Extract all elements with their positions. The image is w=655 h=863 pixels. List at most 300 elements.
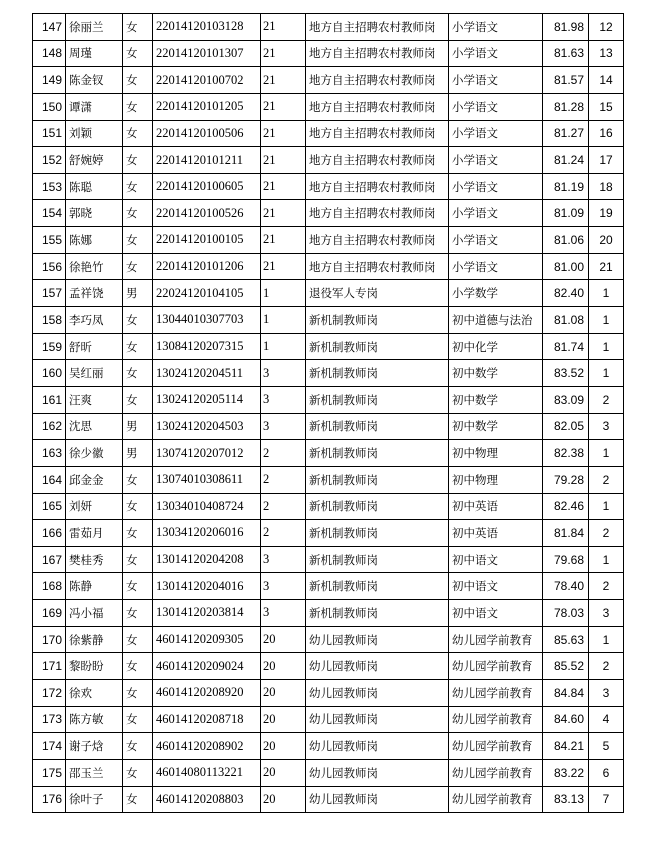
post-code-cell: 21 <box>261 147 306 174</box>
rank-cell: 2 <box>589 386 624 413</box>
total-score-cell: 83.13 <box>543 786 589 813</box>
candidate-name-cell: 孟祥饶 <box>66 280 123 307</box>
total-score-cell: 81.08 <box>543 307 589 334</box>
subject-cell: 小学语文 <box>449 40 543 67</box>
post-name-cell: 幼儿园教师岗 <box>306 653 449 680</box>
subject-cell: 幼儿园学前教育 <box>449 626 543 653</box>
table-row <box>33 360 624 387</box>
post-code-cell: 20 <box>261 680 306 707</box>
row-number-cell: 152 <box>33 147 66 174</box>
post-code-cell: 20 <box>261 733 306 760</box>
exam-ticket-number-cell: 22014120101211 <box>153 147 261 174</box>
candidate-name-cell: 谢子焓 <box>66 733 123 760</box>
subject-cell: 小学语文 <box>449 147 543 174</box>
rank-cell: 1 <box>589 493 624 520</box>
exam-ticket-number-cell: 13014120204208 <box>153 546 261 573</box>
rank-cell: 20 <box>589 227 624 254</box>
rank-cell: 19 <box>589 200 624 227</box>
candidate-sex-cell: 男 <box>123 413 153 440</box>
post-name-cell: 地方自主招聘农村教师岗 <box>306 253 449 280</box>
table-row <box>33 120 624 147</box>
post-code-cell: 20 <box>261 759 306 786</box>
post-code-cell: 20 <box>261 653 306 680</box>
exam-ticket-number-cell: 13024120205114 <box>153 386 261 413</box>
candidate-sex-cell: 男 <box>123 440 153 467</box>
candidate-sex-cell: 女 <box>123 626 153 653</box>
post-code-cell: 2 <box>261 440 306 467</box>
table-row <box>33 626 624 653</box>
total-score-cell: 81.63 <box>543 40 589 67</box>
subject-cell: 初中英语 <box>449 520 543 547</box>
rank-cell: 1 <box>589 546 624 573</box>
table-row <box>33 413 624 440</box>
row-number-cell: 166 <box>33 520 66 547</box>
post-code-cell: 21 <box>261 40 306 67</box>
exam-ticket-number-cell: 22014120100702 <box>153 67 261 94</box>
table-row <box>33 600 624 627</box>
candidate-sex-cell: 女 <box>123 786 153 813</box>
exam-ticket-number-cell: 22014120100506 <box>153 120 261 147</box>
row-number-cell: 173 <box>33 706 66 733</box>
candidate-name-cell: 陈娜 <box>66 227 123 254</box>
post-code-cell: 21 <box>261 120 306 147</box>
candidate-name-cell: 徐少徽 <box>66 440 123 467</box>
candidate-sex-cell: 女 <box>123 733 153 760</box>
post-code-cell: 20 <box>261 786 306 813</box>
candidate-name-cell: 黎盼盼 <box>66 653 123 680</box>
rank-cell: 14 <box>589 67 624 94</box>
rank-cell: 1 <box>589 280 624 307</box>
table-row <box>33 147 624 174</box>
post-code-cell: 21 <box>261 14 306 41</box>
total-score-cell: 81.74 <box>543 333 589 360</box>
subject-cell: 小学语文 <box>449 67 543 94</box>
total-score-cell: 84.84 <box>543 680 589 707</box>
candidate-sex-cell: 女 <box>123 680 153 707</box>
table-row <box>33 573 624 600</box>
candidate-name-cell: 刘妍 <box>66 493 123 520</box>
table-row <box>33 227 624 254</box>
subject-cell: 幼儿园学前教育 <box>449 706 543 733</box>
exam-ticket-number-cell: 13034010408724 <box>153 493 261 520</box>
exam-ticket-number-cell: 46014120208718 <box>153 706 261 733</box>
subject-cell: 初中语文 <box>449 600 543 627</box>
exam-ticket-number-cell: 46014120208920 <box>153 680 261 707</box>
row-number-cell: 165 <box>33 493 66 520</box>
candidate-name-cell: 徐叶子 <box>66 786 123 813</box>
candidate-name-cell: 徐紫静 <box>66 626 123 653</box>
candidate-name-cell: 汪爽 <box>66 386 123 413</box>
candidate-name-cell: 邱金金 <box>66 466 123 493</box>
subject-cell: 小学语文 <box>449 120 543 147</box>
post-name-cell: 新机制教师岗 <box>306 360 449 387</box>
post-name-cell: 幼儿园教师岗 <box>306 786 449 813</box>
total-score-cell: 85.63 <box>543 626 589 653</box>
candidate-name-cell: 樊桂秀 <box>66 546 123 573</box>
rank-cell: 3 <box>589 413 624 440</box>
table-row <box>33 40 624 67</box>
subject-cell: 小学语文 <box>449 227 543 254</box>
candidate-name-cell: 周瑾 <box>66 40 123 67</box>
table-row <box>33 653 624 680</box>
post-code-cell: 1 <box>261 280 306 307</box>
candidate-sex-cell: 女 <box>123 706 153 733</box>
rank-cell: 18 <box>589 173 624 200</box>
rank-cell: 3 <box>589 680 624 707</box>
post-code-cell: 3 <box>261 386 306 413</box>
subject-cell: 初中物理 <box>449 440 543 467</box>
candidate-name-cell: 陈聪 <box>66 173 123 200</box>
table-row <box>33 493 624 520</box>
candidate-name-cell: 雷茹月 <box>66 520 123 547</box>
total-score-cell: 78.03 <box>543 600 589 627</box>
subject-cell: 幼儿园学前教育 <box>449 653 543 680</box>
subject-cell: 初中语文 <box>449 546 543 573</box>
candidate-sex-cell: 女 <box>123 493 153 520</box>
table-row <box>33 759 624 786</box>
subject-cell: 初中道德与法治 <box>449 307 543 334</box>
candidate-sex-cell: 男 <box>123 280 153 307</box>
total-score-cell: 79.68 <box>543 546 589 573</box>
exam-ticket-number-cell: 46014120209024 <box>153 653 261 680</box>
post-name-cell: 地方自主招聘农村教师岗 <box>306 147 449 174</box>
subject-cell: 幼儿园学前教育 <box>449 786 543 813</box>
subject-cell: 初中语文 <box>449 573 543 600</box>
total-score-cell: 81.00 <box>543 253 589 280</box>
rank-cell: 13 <box>589 40 624 67</box>
exam-ticket-number-cell: 46014120209305 <box>153 626 261 653</box>
post-code-cell: 3 <box>261 546 306 573</box>
candidate-sex-cell: 女 <box>123 147 153 174</box>
rank-cell: 16 <box>589 120 624 147</box>
rank-cell: 3 <box>589 600 624 627</box>
candidate-sex-cell: 女 <box>123 573 153 600</box>
row-number-cell: 167 <box>33 546 66 573</box>
table-row <box>33 706 624 733</box>
table-row <box>33 466 624 493</box>
candidate-sex-cell: 女 <box>123 653 153 680</box>
candidate-name-cell: 冯小福 <box>66 600 123 627</box>
row-number-cell: 159 <box>33 333 66 360</box>
post-name-cell: 新机制教师岗 <box>306 333 449 360</box>
table-row <box>33 333 624 360</box>
total-score-cell: 83.09 <box>543 386 589 413</box>
subject-cell: 小学数学 <box>449 280 543 307</box>
total-score-cell: 81.24 <box>543 147 589 174</box>
post-name-cell: 新机制教师岗 <box>306 466 449 493</box>
exam-ticket-number-cell: 22014120100605 <box>153 173 261 200</box>
candidate-name-cell: 陈方敏 <box>66 706 123 733</box>
rank-cell: 2 <box>589 653 624 680</box>
rank-cell: 2 <box>589 466 624 493</box>
post-code-cell: 3 <box>261 413 306 440</box>
table-row <box>33 733 624 760</box>
rank-cell: 6 <box>589 759 624 786</box>
candidate-sex-cell: 女 <box>123 93 153 120</box>
candidate-sex-cell: 女 <box>123 14 153 41</box>
rank-cell: 1 <box>589 307 624 334</box>
post-name-cell: 幼儿园教师岗 <box>306 680 449 707</box>
candidate-sex-cell: 女 <box>123 333 153 360</box>
post-code-cell: 1 <box>261 333 306 360</box>
row-number-cell: 160 <box>33 360 66 387</box>
post-name-cell: 地方自主招聘农村教师岗 <box>306 67 449 94</box>
exam-ticket-number-cell: 22014120101205 <box>153 93 261 120</box>
row-number-cell: 151 <box>33 120 66 147</box>
exam-ticket-number-cell: 46014120208902 <box>153 733 261 760</box>
row-number-cell: 149 <box>33 67 66 94</box>
post-code-cell: 3 <box>261 600 306 627</box>
row-number-cell: 156 <box>33 253 66 280</box>
total-score-cell: 81.19 <box>543 173 589 200</box>
candidate-sex-cell: 女 <box>123 173 153 200</box>
post-name-cell: 地方自主招聘农村教师岗 <box>306 14 449 41</box>
table-row <box>33 680 624 707</box>
post-code-cell: 20 <box>261 706 306 733</box>
post-code-cell: 21 <box>261 200 306 227</box>
rank-cell: 1 <box>589 360 624 387</box>
row-number-cell: 170 <box>33 626 66 653</box>
table-row <box>33 280 624 307</box>
subject-cell: 初中英语 <box>449 493 543 520</box>
row-number-cell: 169 <box>33 600 66 627</box>
candidate-name-cell: 郭晓 <box>66 200 123 227</box>
row-number-cell: 161 <box>33 386 66 413</box>
table-row <box>33 67 624 94</box>
post-code-cell: 21 <box>261 93 306 120</box>
total-score-cell: 81.57 <box>543 67 589 94</box>
subject-cell: 幼儿园学前教育 <box>449 759 543 786</box>
table-row <box>33 93 624 120</box>
row-number-cell: 168 <box>33 573 66 600</box>
rank-cell: 4 <box>589 706 624 733</box>
candidate-sex-cell: 女 <box>123 67 153 94</box>
candidate-sex-cell: 女 <box>123 40 153 67</box>
total-score-cell: 81.84 <box>543 520 589 547</box>
table-row <box>33 200 624 227</box>
exam-ticket-number-cell: 13074010308611 <box>153 466 261 493</box>
row-number-cell: 155 <box>33 227 66 254</box>
row-number-cell: 157 <box>33 280 66 307</box>
subject-cell: 初中数学 <box>449 413 543 440</box>
post-name-cell: 新机制教师岗 <box>306 600 449 627</box>
candidate-sex-cell: 女 <box>123 253 153 280</box>
post-code-cell: 2 <box>261 466 306 493</box>
table-row <box>33 307 624 334</box>
post-code-cell: 21 <box>261 67 306 94</box>
total-score-cell: 82.38 <box>543 440 589 467</box>
post-name-cell: 新机制教师岗 <box>306 413 449 440</box>
subject-cell: 小学语文 <box>449 200 543 227</box>
results-table-body <box>33 14 624 813</box>
total-score-cell: 79.28 <box>543 466 589 493</box>
total-score-cell: 82.46 <box>543 493 589 520</box>
total-score-cell: 82.05 <box>543 413 589 440</box>
subject-cell: 初中物理 <box>449 466 543 493</box>
candidate-name-cell: 舒昕 <box>66 333 123 360</box>
candidate-name-cell: 邵玉兰 <box>66 759 123 786</box>
rank-cell: 21 <box>589 253 624 280</box>
table-row <box>33 386 624 413</box>
exam-ticket-number-cell: 22014120101206 <box>153 253 261 280</box>
exam-ticket-number-cell: 13014120203814 <box>153 600 261 627</box>
post-name-cell: 地方自主招聘农村教师岗 <box>306 173 449 200</box>
candidate-sex-cell: 女 <box>123 120 153 147</box>
subject-cell: 小学语文 <box>449 93 543 120</box>
post-name-cell: 新机制教师岗 <box>306 573 449 600</box>
rank-cell: 1 <box>589 440 624 467</box>
candidate-name-cell: 舒婉婷 <box>66 147 123 174</box>
post-code-cell: 21 <box>261 173 306 200</box>
candidate-name-cell: 陈金钗 <box>66 67 123 94</box>
results-table <box>32 13 624 813</box>
post-code-cell: 3 <box>261 360 306 387</box>
table-row <box>33 14 624 41</box>
candidate-sex-cell: 女 <box>123 466 153 493</box>
candidate-name-cell: 徐欢 <box>66 680 123 707</box>
exam-ticket-number-cell: 13014120204016 <box>153 573 261 600</box>
row-number-cell: 163 <box>33 440 66 467</box>
table-row <box>33 253 624 280</box>
candidate-name-cell: 谭潇 <box>66 93 123 120</box>
row-number-cell: 158 <box>33 307 66 334</box>
exam-ticket-number-cell: 13024120204503 <box>153 413 261 440</box>
candidate-sex-cell: 女 <box>123 546 153 573</box>
candidate-sex-cell: 女 <box>123 200 153 227</box>
exam-ticket-number-cell: 13074120207012 <box>153 440 261 467</box>
total-score-cell: 85.52 <box>543 653 589 680</box>
exam-ticket-number-cell: 22014120100526 <box>153 200 261 227</box>
post-name-cell: 退役军人专岗 <box>306 280 449 307</box>
rank-cell: 2 <box>589 520 624 547</box>
subject-cell: 小学语文 <box>449 173 543 200</box>
candidate-name-cell: 李巧凤 <box>66 307 123 334</box>
candidate-name-cell: 徐丽兰 <box>66 14 123 41</box>
rank-cell: 1 <box>589 626 624 653</box>
total-score-cell: 81.06 <box>543 227 589 254</box>
row-number-cell: 148 <box>33 40 66 67</box>
row-number-cell: 176 <box>33 786 66 813</box>
candidate-sex-cell: 女 <box>123 759 153 786</box>
post-name-cell: 地方自主招聘农村教师岗 <box>306 200 449 227</box>
candidate-name-cell: 陈静 <box>66 573 123 600</box>
row-number-cell: 164 <box>33 466 66 493</box>
subject-cell: 初中化学 <box>449 333 543 360</box>
exam-ticket-number-cell: 46014080113221 <box>153 759 261 786</box>
table-row <box>33 520 624 547</box>
candidate-sex-cell: 女 <box>123 360 153 387</box>
candidate-name-cell: 吴红丽 <box>66 360 123 387</box>
post-code-cell: 3 <box>261 573 306 600</box>
post-name-cell: 新机制教师岗 <box>306 520 449 547</box>
row-number-cell: 172 <box>33 680 66 707</box>
subject-cell: 初中数学 <box>449 360 543 387</box>
post-name-cell: 幼儿园教师岗 <box>306 733 449 760</box>
exam-ticket-number-cell: 13024120204511 <box>153 360 261 387</box>
row-number-cell: 150 <box>33 93 66 120</box>
post-code-cell: 2 <box>261 493 306 520</box>
row-number-cell: 162 <box>33 413 66 440</box>
total-score-cell: 81.98 <box>543 14 589 41</box>
total-score-cell: 84.21 <box>543 733 589 760</box>
post-name-cell: 幼儿园教师岗 <box>306 706 449 733</box>
table-row <box>33 173 624 200</box>
row-number-cell: 147 <box>33 14 66 41</box>
post-name-cell: 幼儿园教师岗 <box>306 626 449 653</box>
row-number-cell: 153 <box>33 173 66 200</box>
table-row <box>33 546 624 573</box>
subject-cell: 初中数学 <box>449 386 543 413</box>
row-number-cell: 175 <box>33 759 66 786</box>
total-score-cell: 83.22 <box>543 759 589 786</box>
total-score-cell: 82.40 <box>543 280 589 307</box>
post-name-cell: 地方自主招聘农村教师岗 <box>306 120 449 147</box>
row-number-cell: 171 <box>33 653 66 680</box>
post-code-cell: 21 <box>261 227 306 254</box>
row-number-cell: 154 <box>33 200 66 227</box>
total-score-cell: 83.52 <box>543 360 589 387</box>
subject-cell: 幼儿园学前教育 <box>449 733 543 760</box>
total-score-cell: 81.09 <box>543 200 589 227</box>
post-code-cell: 21 <box>261 253 306 280</box>
candidate-sex-cell: 女 <box>123 307 153 334</box>
candidate-name-cell: 沈思 <box>66 413 123 440</box>
post-code-cell: 1 <box>261 307 306 334</box>
row-number-cell: 174 <box>33 733 66 760</box>
rank-cell: 2 <box>589 573 624 600</box>
exam-ticket-number-cell: 22014120103128 <box>153 14 261 41</box>
post-name-cell: 新机制教师岗 <box>306 307 449 334</box>
candidate-sex-cell: 女 <box>123 600 153 627</box>
rank-cell: 1 <box>589 333 624 360</box>
post-name-cell: 新机制教师岗 <box>306 546 449 573</box>
exam-ticket-number-cell: 22014120100105 <box>153 227 261 254</box>
candidate-sex-cell: 女 <box>123 227 153 254</box>
post-code-cell: 2 <box>261 520 306 547</box>
post-name-cell: 地方自主招聘农村教师岗 <box>306 93 449 120</box>
rank-cell: 7 <box>589 786 624 813</box>
post-name-cell: 新机制教师岗 <box>306 386 449 413</box>
table-row <box>33 786 624 813</box>
total-score-cell: 81.27 <box>543 120 589 147</box>
rank-cell: 17 <box>589 147 624 174</box>
post-name-cell: 新机制教师岗 <box>306 493 449 520</box>
exam-ticket-number-cell: 13034120206016 <box>153 520 261 547</box>
exam-ticket-number-cell: 13044010307703 <box>153 307 261 334</box>
total-score-cell: 78.40 <box>543 573 589 600</box>
post-name-cell: 地方自主招聘农村教师岗 <box>306 227 449 254</box>
subject-cell: 小学语文 <box>449 253 543 280</box>
post-name-cell: 新机制教师岗 <box>306 440 449 467</box>
rank-cell: 15 <box>589 93 624 120</box>
rank-cell: 12 <box>589 14 624 41</box>
total-score-cell: 81.28 <box>543 93 589 120</box>
results-sheet <box>32 13 624 813</box>
candidate-sex-cell: 女 <box>123 386 153 413</box>
exam-ticket-number-cell: 22024120104105 <box>153 280 261 307</box>
exam-ticket-number-cell: 13084120207315 <box>153 333 261 360</box>
exam-ticket-number-cell: 46014120208803 <box>153 786 261 813</box>
exam-ticket-number-cell: 22014120101307 <box>153 40 261 67</box>
candidate-sex-cell: 女 <box>123 520 153 547</box>
post-code-cell: 20 <box>261 626 306 653</box>
total-score-cell: 84.60 <box>543 706 589 733</box>
table-row <box>33 440 624 467</box>
post-name-cell: 幼儿园教师岗 <box>306 759 449 786</box>
candidate-name-cell: 徐艳竹 <box>66 253 123 280</box>
rank-cell: 5 <box>589 733 624 760</box>
subject-cell: 幼儿园学前教育 <box>449 680 543 707</box>
